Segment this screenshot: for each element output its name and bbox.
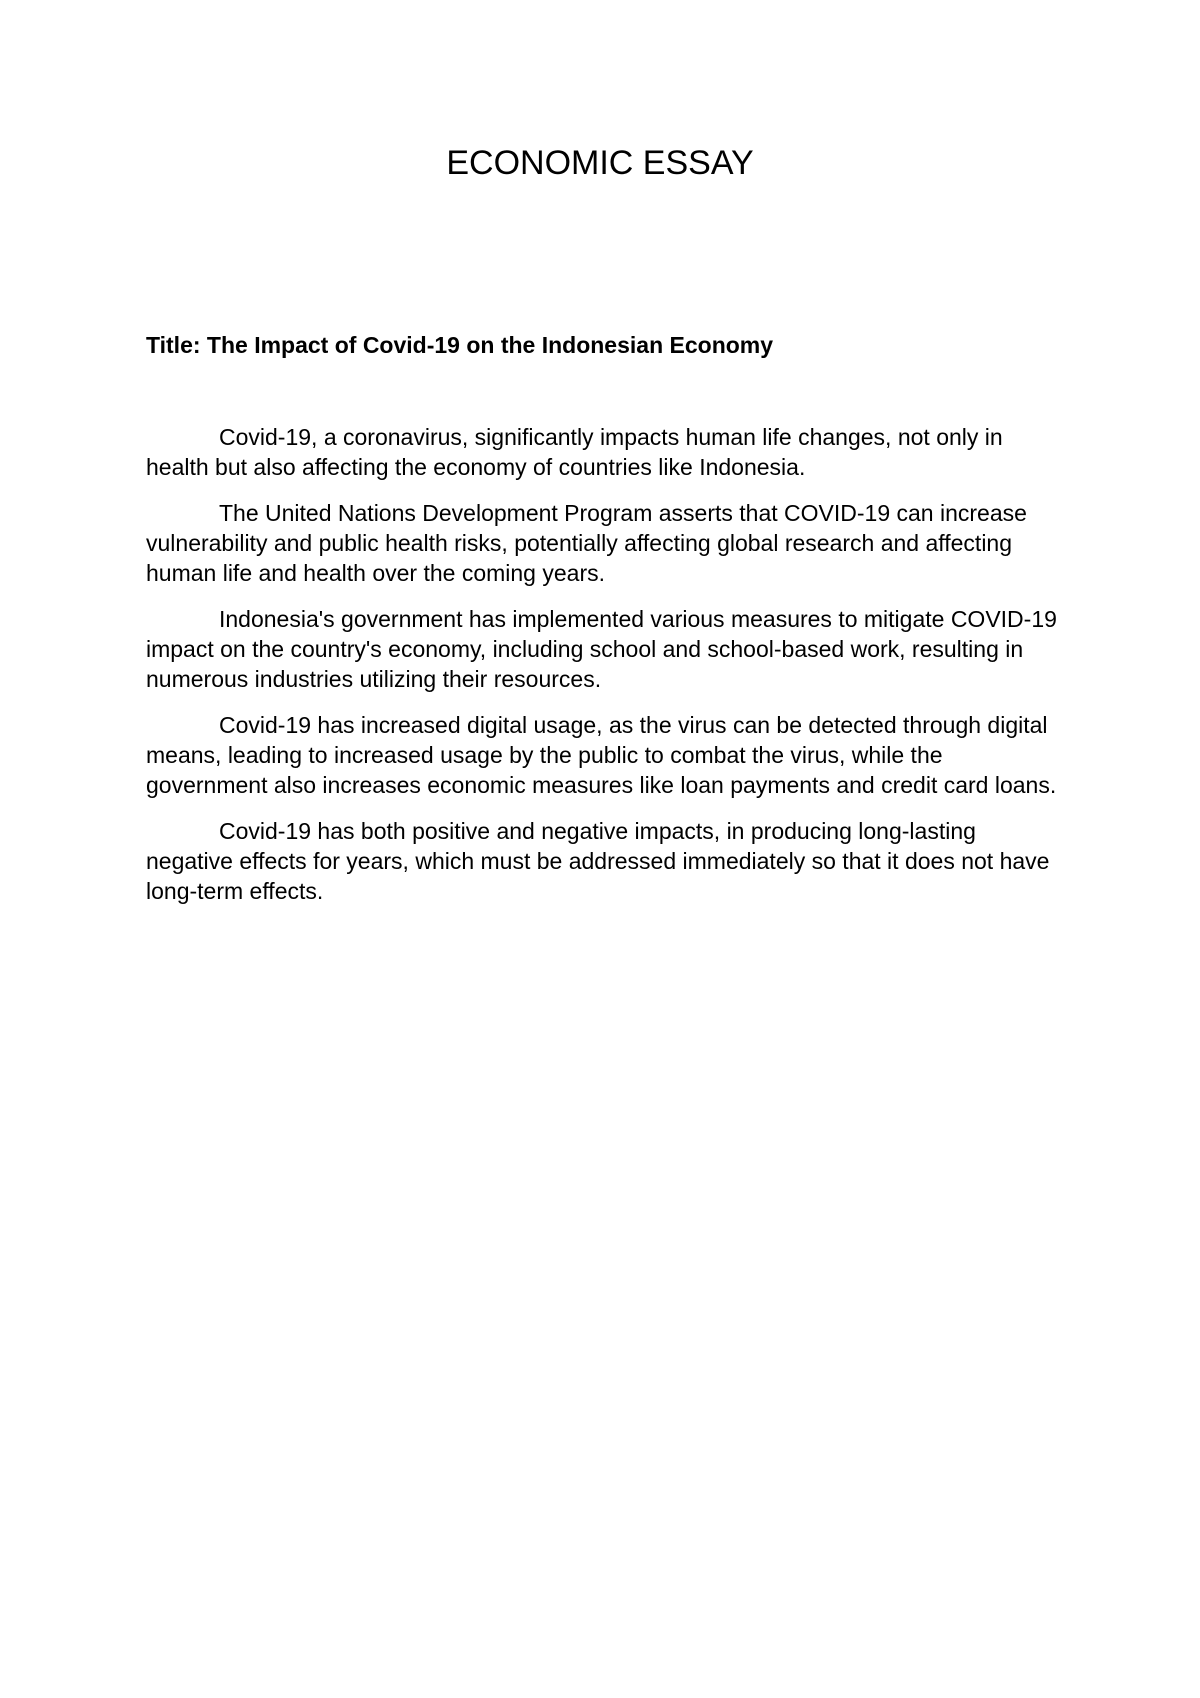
essay-title: Title: The Impact of Covid-19 on the Indonesian Economy: [146, 332, 774, 358]
paragraph: The United Nations Development Program asserts that COVID-19 can increase vulnerability and public health risks, potentially affecting global research and affecting human life and health over the coming years.: [146, 500, 1027, 586]
essay-body: [146, 422, 1064, 922]
document-heading: ECONOMIC ESSAY: [446, 144, 754, 182]
paragraph: Indonesia's government has implemented various measures to mitigate COVID-19 impact on the country's economy, including school and school-based work, resulting in numerous industries utilizing their resources.: [146, 606, 1057, 692]
paragraph: Covid-19 has increased digital usage, as the virus can be detected through digital means, leading to increased usage by the public to combat the virus, while the government also increases economic measures like loan payments and credit card loans.: [146, 712, 1057, 798]
paragraph: Covid-19 has both positive and negative impacts, in producing long-lasting negative effects for years, which must be addressed immediately so that it does not have long-term effects.: [146, 818, 1050, 904]
paragraph: Covid-19, a coronavirus, significantly impacts human life changes, not only in health but also affecting the economy of countries like Indonesia.: [146, 424, 1003, 480]
